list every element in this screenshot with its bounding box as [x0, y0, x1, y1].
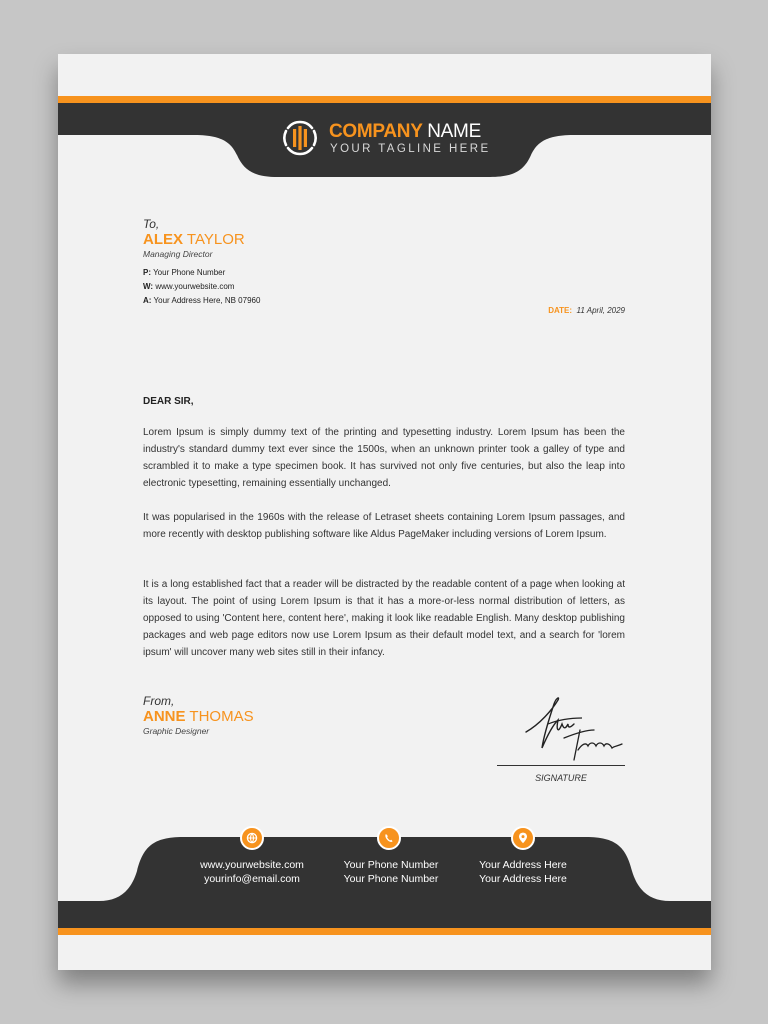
company-tagline: YOUR TAGLINE HERE [330, 143, 491, 155]
letter-paragraph-2: It was popularised in the 1960s with the release of Letraset sheets containing Lorem Ipsum passages, and more recently with desktop publishing software like Aldus PageMaker including versions of Lorem Ipsum. [143, 512, 625, 540]
footer-address-1: Your Address Here [479, 859, 567, 871]
signature-label: SIGNATURE [535, 773, 587, 783]
logo-mark-icon [280, 118, 320, 158]
recipient-web-value: www.yourwebsite.com [155, 282, 235, 291]
recipient-phone-value: Your Phone Number [153, 268, 226, 277]
sender-name [143, 708, 254, 725]
letter-paragraph-3: It is a long established fact that a reader will be distracted by the readable content of a page when looking at its layout. The point of using Lorem Ipsum is that it has a more-or-less normal distribution of letters, as opposed to using 'Content here, content here', making it look like readable English. Many desktop publishing packages and web page editors now use Lorem Ipsum as their default model text, and a search for 'lorem ipsum' will uncover many web sites still in their infancy. [143, 579, 625, 658]
header-accent-stripe [58, 96, 711, 103]
footer-web-contact [187, 858, 317, 886]
recipient-phone-label: P: [143, 268, 151, 277]
recipient-salutation: To, [143, 217, 160, 231]
recipient-website [143, 282, 234, 291]
company-name-word: NAME [427, 121, 481, 142]
recipient-first-name: ALEX [143, 231, 184, 248]
signature-line [497, 765, 625, 766]
footer-website[interactable]: www.yourwebsite.com [200, 859, 304, 871]
footer-address-contact [458, 858, 588, 886]
signature-image [518, 694, 628, 764]
location-pin-icon [511, 826, 535, 850]
recipient-phone [143, 268, 225, 277]
recipient-address-label: A: [143, 296, 152, 305]
phone-icon [377, 826, 401, 850]
letter-date [478, 306, 625, 315]
company-word: COMPANY [329, 121, 423, 142]
globe-icon [240, 826, 264, 850]
recipient-name [143, 231, 245, 248]
letter-paragraph-1: Lorem Ipsum is simply dummy text of the printing and typesetting industry. Lorem Ipsum has been the industry's standard dummy text ever since the 1500s, when an unknown printer took a galley of type and scrambled it to make a type specimen book. It has survived not only five centuries, but also the leap into electronic typesetting, remaining essentially unchanged. [143, 427, 625, 489]
footer-address-2: Your Address Here [479, 873, 567, 885]
recipient-role: Managing Director [143, 249, 213, 259]
sender-from-label: From, [143, 694, 175, 708]
recipient-address [143, 296, 260, 305]
recipient-address-value: Your Address Here, NB 07960 [153, 296, 261, 305]
sender-last-name: THOMAS [189, 708, 254, 725]
sender-first-name: ANNE [143, 708, 186, 725]
footer-accent-stripe [58, 928, 711, 935]
footer-phone-2: Your Phone Number [343, 873, 439, 885]
sender-role: Graphic Designer [143, 726, 210, 736]
date-value: 11 April, 2029 [576, 306, 625, 315]
letter-greeting: DEAR SIR, [143, 396, 194, 407]
footer-phone-contact [326, 858, 456, 886]
letterhead-page [58, 54, 711, 970]
footer-phone-1: Your Phone Number [343, 859, 439, 871]
recipient-web-label: W: [143, 282, 154, 291]
company-name [329, 121, 481, 143]
recipient-last-name: TAYLOR [186, 231, 245, 248]
date-label: DATE: [548, 306, 573, 315]
footer-email[interactable]: yourinfo@email.com [204, 873, 300, 885]
